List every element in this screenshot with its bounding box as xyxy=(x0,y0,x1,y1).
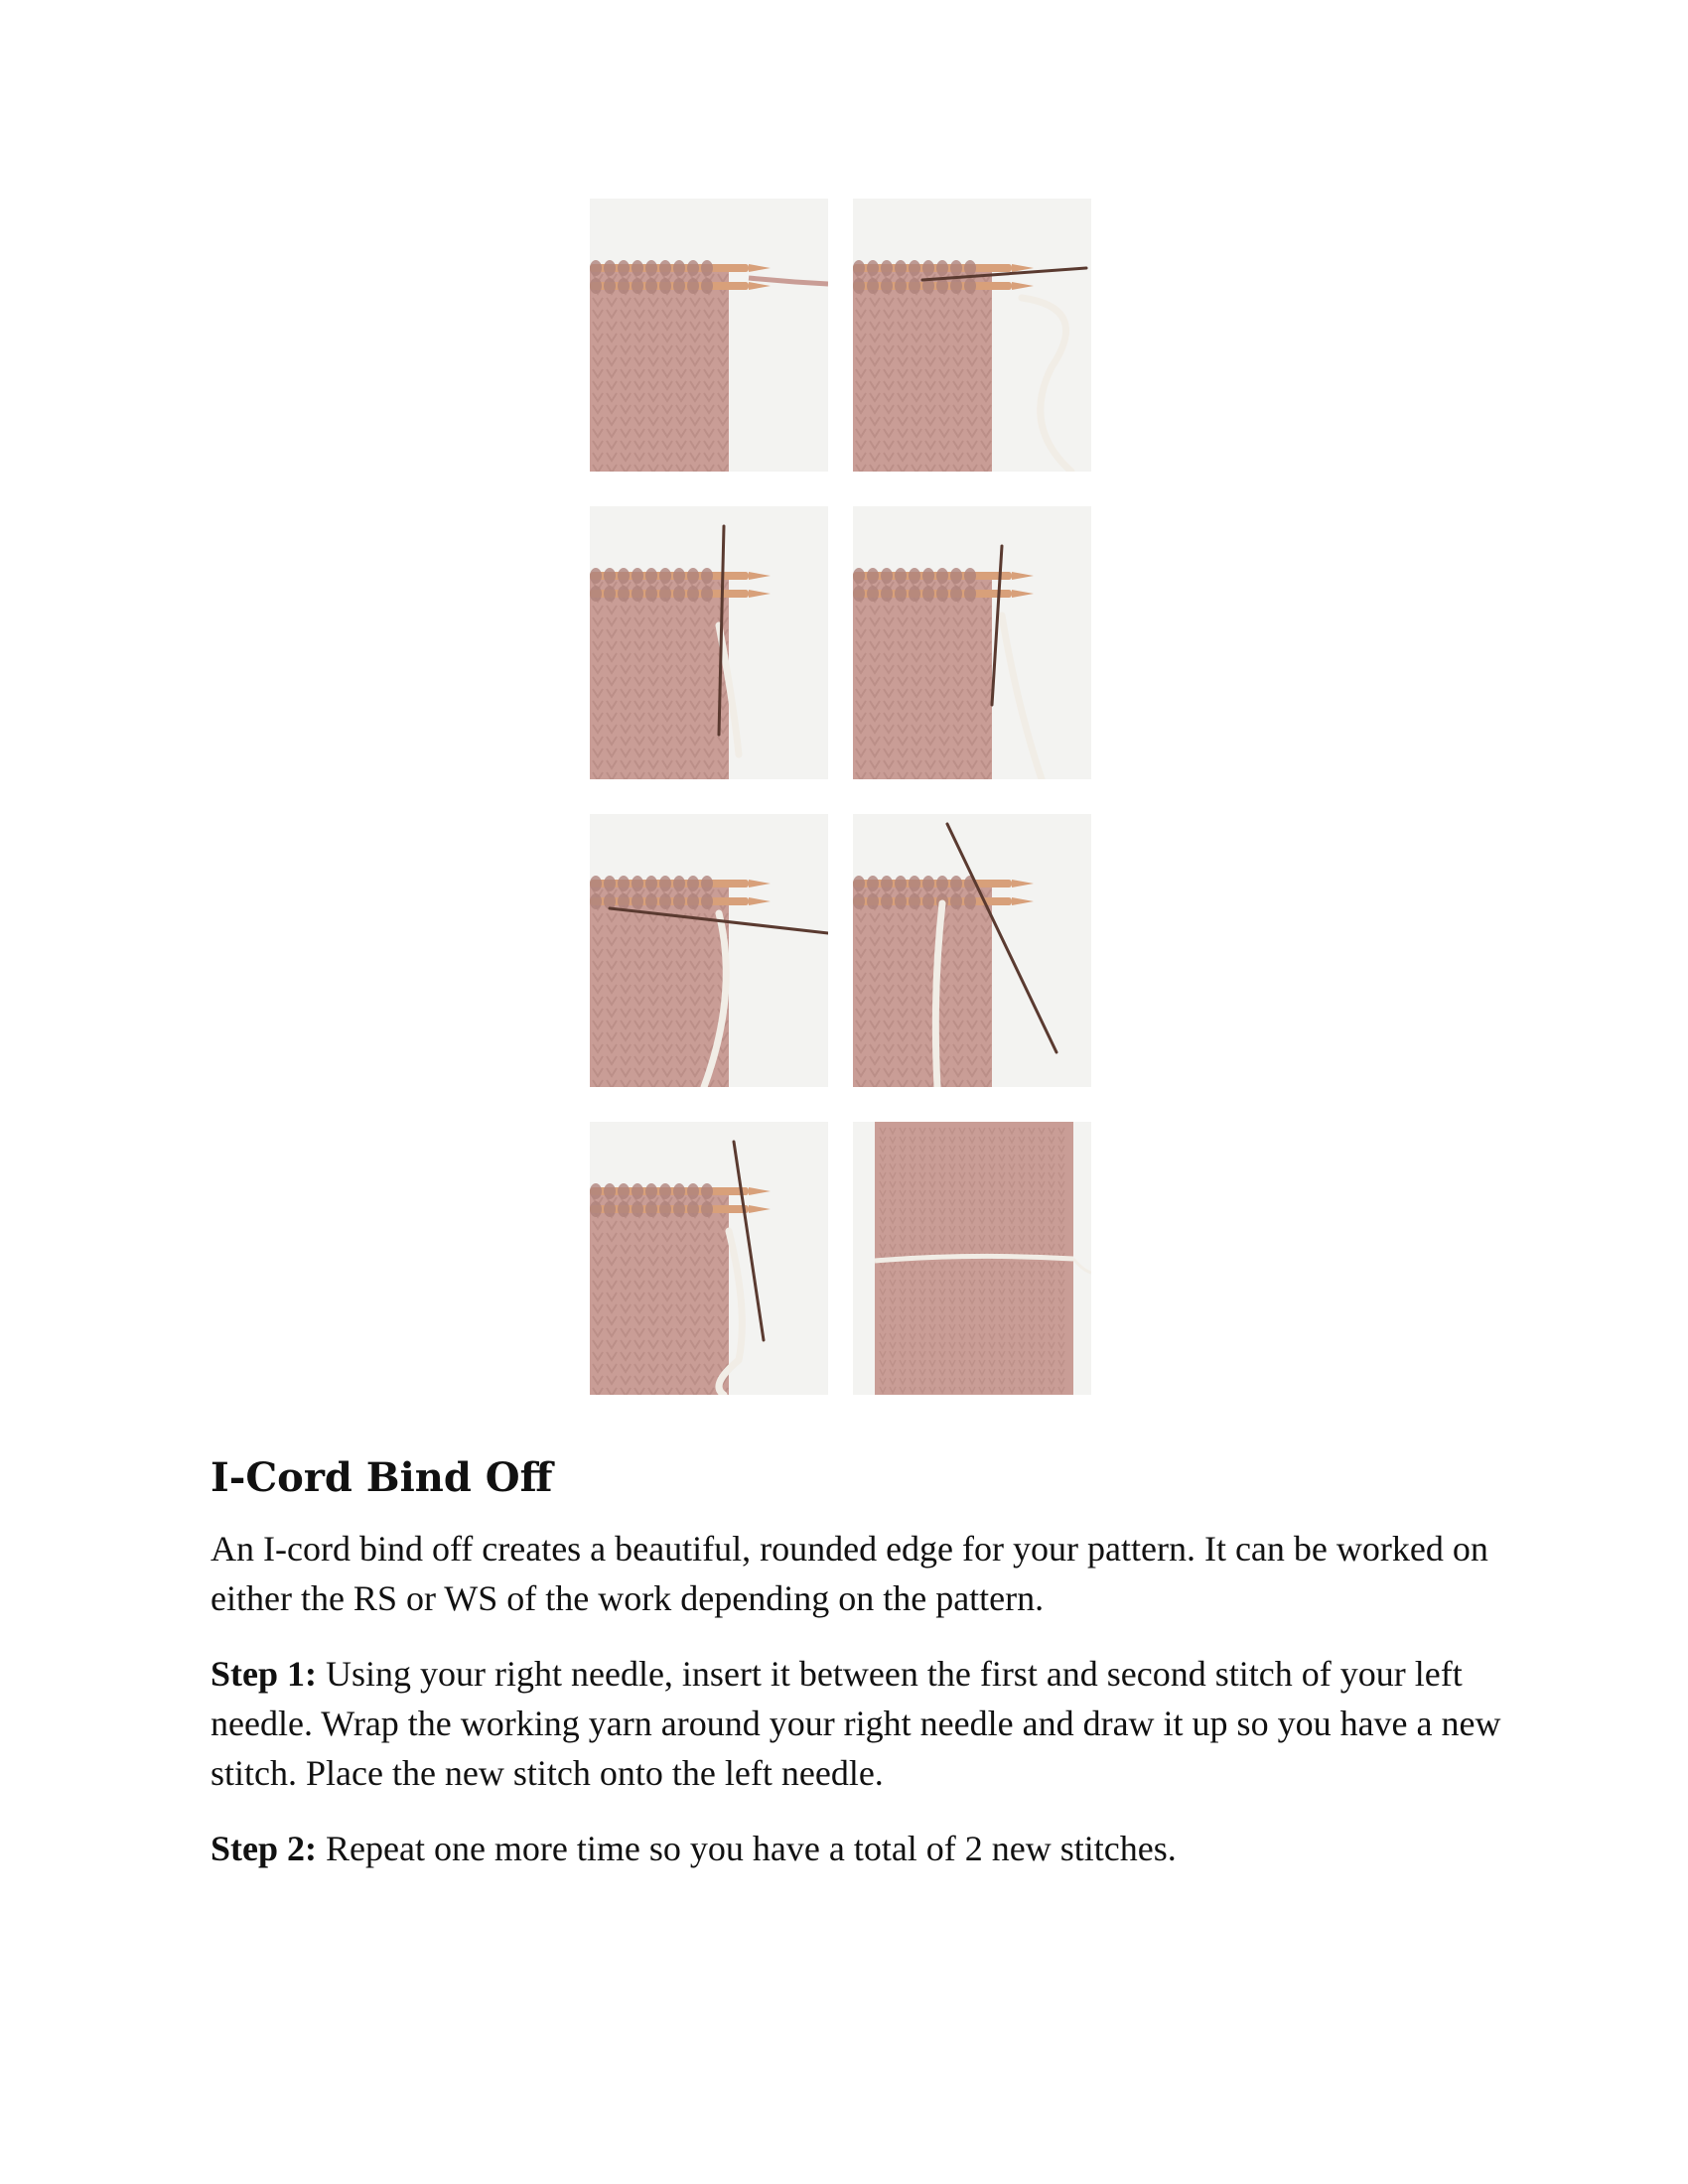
step-photo-2 xyxy=(853,199,1091,472)
step-photo-8 xyxy=(853,1122,1091,1395)
step-1-text: Using your right needle, insert it between the first and second stitch of your left needle. Wrap the working yarn around your right needle and draw it up so you have a new stitch. Place the new stitch onto the left needle. xyxy=(211,1654,1501,1793)
step-photo-3 xyxy=(590,506,828,779)
step-2-label: Step 2: xyxy=(211,1829,317,1868)
intro-paragraph: An I-cord bind off creates a beautiful, rounded edge for your pattern. It can be worked on either the RS or WS of the work depending on the pattern. xyxy=(211,1529,1488,1618)
step-2-text: Repeat one more time so you have a total of 2 new stitches. xyxy=(317,1829,1177,1868)
step-photo-7 xyxy=(590,1122,828,1395)
step-1-paragraph xyxy=(211,1649,1501,1798)
step-photo-1 xyxy=(590,199,828,472)
instructions xyxy=(211,1454,1501,1899)
section-title: I-Cord Bind Off xyxy=(211,1454,553,1501)
step-photo-4 xyxy=(853,506,1091,779)
step-1-label: Step 1: xyxy=(211,1654,317,1694)
step-2-paragraph xyxy=(211,1824,1501,1873)
step-photo-6 xyxy=(853,814,1091,1087)
step-photo-5 xyxy=(590,814,828,1087)
